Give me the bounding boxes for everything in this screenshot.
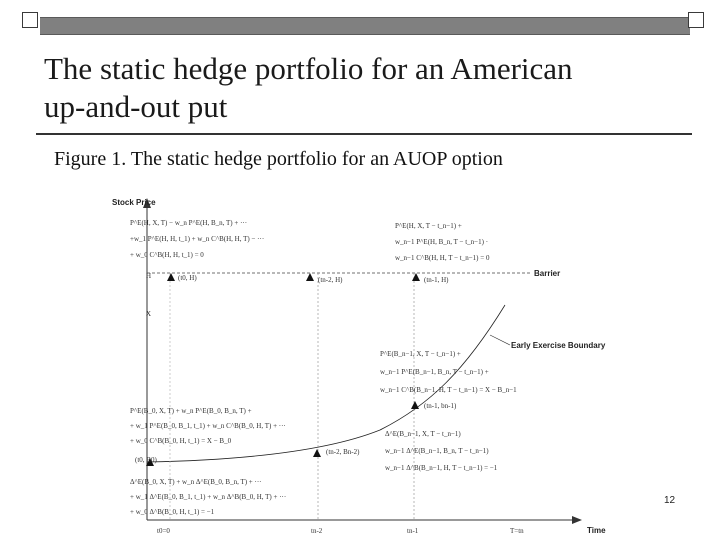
formula-bottom-left-1-line-3: + w_0 C^B(B_0, H, t_1) = X − B_0 [130,437,232,445]
formula-top-right-line-3: w_n−1 C^B(H, H, T − t_n−1) = 0 [395,254,490,262]
tick-tn-1: tn-1 [407,527,419,535]
figure-caption: Figure 1. The static hedge portfolio for an AUOP option [54,148,503,170]
formula-bottom-left-2-line-1: Δ^E(B_0, X, T) + w_n Δ^E(B_0, B_n, T) + ··· [130,478,262,486]
boundary-label-leader [490,335,510,345]
origin-tick-label: t0=0 [157,527,170,535]
barrier-marker-3 [412,273,420,281]
boundary-marker-2 [313,449,321,457]
formula-bottom-left-2-line-2: + w_1 Δ^E(B_0, B_1, t_1) + w_n Δ^B(B_0, H, T) + ··· [130,493,287,501]
tick-t-end: T=tn [510,527,524,535]
h-tick-label: H [146,272,152,280]
x-tick-label: X [146,310,152,318]
tick-tn-2: tn-2 [311,527,323,535]
formula-top-left-line-2: +w_1 P^E(H, H, t_1) + w_n C^B(H, H, T) − ··· [130,235,265,243]
formula-top-right-line-2: w_n−1 P^E(H, B_n, T − t_n−1) · [395,238,489,246]
formula-bottom-left-1-line-2: + w_1 P^E(B_0, B_1, t_1) + w_n C^B(B_0, H, T) + ··· [130,422,286,430]
barrier-marker-1 [167,273,175,281]
formula-bottom-right-line-1: Δ^E(B_n−1, X, T − t_n−1) [385,430,461,438]
formula-bottom-right-line-2: w_n−1 Δ^E(B_n−1, B_n, T − t_n−1) [385,447,489,455]
formula-mid-right-line-2: w_n−1 P^E(B_n−1, B_n, T − t_n−1) + [380,368,489,376]
barrier-point-3-label: (tn-1, H) [424,276,449,284]
boundary-point-1-label: (t0, B0) [135,456,157,464]
page-number: 12 [664,495,676,506]
barrier-label: Barrier [534,269,561,278]
boundary-point-3-label: (tn-1, bn-1) [424,402,457,410]
barrier-point-1-label: (t0, H) [178,274,197,282]
formula-top-right-line-1: P^E(H, X, T − t_n−1) + [395,222,462,230]
formula-mid-right-line-3: w_n−1 C^B(B_n−1, H, T − t_n−1) = X − B_n−1 [380,386,517,394]
y-axis-label: Stock Price [112,198,156,207]
barrier-marker-2 [306,273,314,281]
formula-bottom-right-line-3: w_n−1 Δ^B(B_n−1, H, T − t_n−1) = −1 [385,464,498,472]
boundary-marker-3 [411,401,419,409]
formula-top-left-line-3: + w_0 C^B(H, H, t_1) = 0 [130,251,204,259]
barrier-point-2-label: (tn-2, H) [318,276,343,284]
formula-top-left-line-1: P^E(H, X, T) − w_n P^E(H, B_n, T) + ··· [130,219,248,227]
formula-bottom-left-1-line-1: P^E(B_0, X, T) + w_n P^E(B_0, B_n, T) + [130,407,252,415]
slide-title-line-1: The static hedge portfolio for an American [44,51,573,86]
boundary-point-2-label: (tn-2, Bn-2) [326,448,360,456]
formula-mid-right-line-1: P^E(B_n−1, X, T − t_n−1) + [380,350,461,358]
x-axis-arrow-icon [572,516,582,524]
slide-title-line-2: up-and-out put [44,89,228,124]
x-axis-label: Time [587,526,606,535]
formula-bottom-left-2-line-3: + w_0 Δ^B(B_0, H, t_1) = −1 [130,508,215,516]
boundary-label: Early Exercise Boundary [511,341,606,350]
